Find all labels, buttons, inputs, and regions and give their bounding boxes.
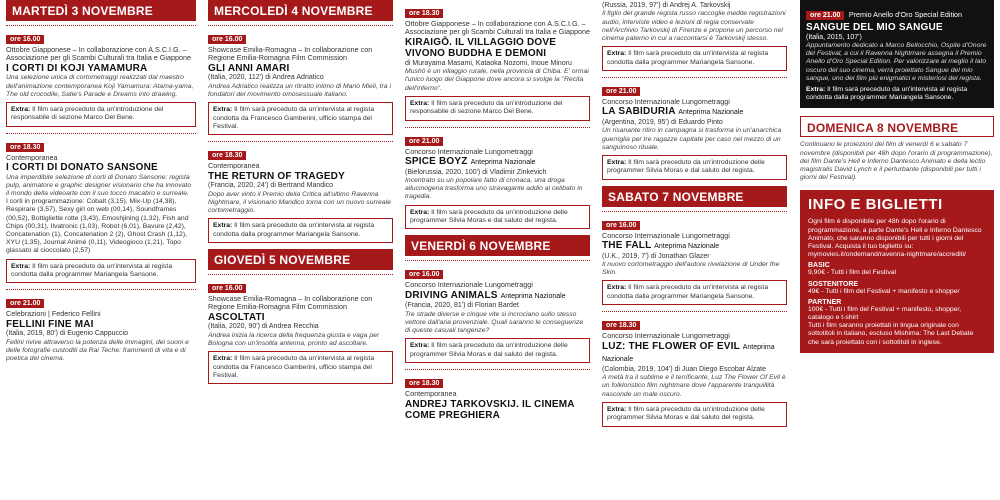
event-driving-animals [405,260,590,363]
event-extra [806,86,988,102]
extra-label: Extra: [607,158,627,166]
event-description: Una selezione unica di cortometraggi realizzati dal maestro dell'animazione contemporanea Koji Yamamura: Atama-yama, The old crocodile, Satie's Parade e Dreams into drawing. [6,74,194,98]
event-extra [405,205,590,230]
event-title-text: SPICE BOYZ [405,156,468,168]
event-the-fall [602,211,787,306]
event-spice-boyz [405,127,590,230]
event-title: ASCOLTATI [208,311,265,323]
event-extra [6,259,196,284]
event-title: SANGUE DEL MIO SANGUE [806,22,943,33]
event-description: A metà tra il sublime e il terrificante, Luz The Flower Of Evil è un folkloristico film nightmare dove l'apparente tranquillità nasconde un male oscuro. [602,374,786,398]
event-section: Celebrazioni | Federico Fellini [6,309,101,319]
event-section: Showcase Emilia-Romagna – In collaborazione con Regione Emilia-Romagna Film Commission [208,294,373,312]
event-title-suffix: Anteprima Nazionale [500,292,566,300]
event-tarkovskij-continued [602,0,787,71]
event-description: Un risanante ritiro in campagna si trasforma in un'anarchica guerriglia per tre ragazze capitate per caso nel mezzo di un sanguinoso rituale. [602,127,782,151]
event-meta: (Italia, 2015, 107') [806,33,862,41]
extra-text: Il film sarà preceduto da un'introduzione delle programmer Silvia Moras e dal saluto del regista. [607,158,765,175]
event-title [405,156,590,169]
event-title-text: LA SABIDURIA [602,106,676,118]
event-extra [602,280,787,305]
extra-text: Il film sarà preceduto da un'introduzione del responsabile di sezione Marco Del Bene. [410,99,563,116]
ticket-basic: 9,90€ - Tutti i film del Festival [808,269,897,277]
event-time: ore 16.00 [602,221,640,230]
event-description: Andrea inizia la ricerca della frequenza giusta e vaga per Bologna con un'insolita antenna, pronto ad ascoltare. [208,331,380,347]
event-section: Concorso Internazionale Lungometraggi [602,230,730,240]
event-extra [602,46,787,71]
extra-label: Extra: [607,50,627,58]
event-description: Fellini rivive attraverso la potenza delle immagini, dei suoni e delle fotografie custoditi da Rai Teche: frammenti di vita e di poetica del cinema. [6,338,189,363]
event-title: I CORTI DI DONATO SANSONE [6,162,158,174]
event-time: ore 21.00 [6,299,44,308]
event-meta: (Italia, 2020, 112') di Andrea Adriatico [208,74,324,82]
event-meta: (Italia, 2020, 90') di Andrea Recchia [208,323,319,331]
event-return-of-tragedy [208,141,393,243]
extra-text: Il film sarà preceduto da un'intervista al regista condotta dalla programmer Mariangela Sansone. [11,262,173,279]
event-title: I CORTI DI KOJI YAMAMURA [6,62,148,74]
extra-label: Extra: [806,85,826,93]
event-extra [208,218,393,243]
event-donato-sansone [6,133,196,284]
event-meta: (Bielorussia, 2020, 100') di Vladimir Zinkevich [405,168,547,176]
event-meta: (Russia, 2019, 97') di Andrej A. Tarkovskij [602,2,731,9]
event-title [602,240,787,253]
event-title [405,290,590,303]
event-title: FELLINI FINE MAI [6,318,94,330]
event-meta: (Colombia, 2019, 104') di Juan Diego Escobar Alzate [602,365,766,373]
event-section: Concorso Internazionale Lungometraggi [405,146,533,156]
extra-label: Extra: [410,342,430,350]
event-description: Il nuovo cortometraggio dell'autore rivelazione di Under the Skin. [602,261,780,277]
event-title-text: LUZ: THE FLOWER OF EVIL [602,340,740,352]
event-title-suffix: Anteprima Nazionale [602,343,775,364]
ticket-sostenitore: 49€ - Tutti i film del Festival + manifesto e shopper [808,287,960,295]
event-title: GLI ANNI AMARI [208,62,290,74]
event-description: Il figlio del grande regista russo raccoglie inedite registrazioni audio, interviste video e lezioni di regia conservate nell'Archivio Tarkovskij di Firenze e propone un percorso nel cinema paterno in cui a raccontarsi è Tarkovskij stesso. [602,10,786,43]
ticket-basic-label: BASIC [808,262,830,270]
info-footer: Tutti i film saranno proiettati in lingua originale con sottotitoli in italiano, escluso Mishima: The Last Debate che sarà proiettato con i sottotitoli in inglese. [808,322,974,346]
extra-text: Il film sarà preceduto da un'intervista al regista condotta da Francesco Gamberini, ufficio stampa del Festival. [213,106,375,130]
event-koji-yamamura [6,25,196,127]
event-description: Tre strade diverse e cinque vite si incrociano sullo stesso vettore dall'aria provenziale. Quali saranno le conseguenze di queste casuali tangenze? [405,310,584,335]
extra-text: Il film sarà preceduto da un'intervista al regista condotta dalla programmer Mariangela Sansone. [607,284,769,300]
ticket-partner: 100€ - Tutti i film del Festival + manifesto, shopper, catalogo e t-shirt [808,305,962,321]
event-meta: (U.K., 2019, 7') di Jonathan Glazer [602,252,710,260]
extra-text: Il film sarà preceduto da un'introduzione delle programmer Silvia Moras e dal saluto del regista. [410,342,568,358]
event-title: ANDREJ TARKOVSKIJ. IL CINEMA COME PREGHIERA [405,398,575,422]
event-meta: (Argentina, 2019, 95') di Eduardo Pinto [602,118,723,126]
event-extra [405,338,590,363]
event-description: Andrea Adriatico realizza un ritratto intimo di Mario Mieli, tra i fondatori del movimento omosessuale italiano. [208,82,391,98]
extra-label: Extra: [213,222,233,230]
event-section: Premio Anello d'Oro Special Edition [848,10,963,19]
extra-text: Il film sarà preceduto da un'intervista al regista condotta dalla programmer Mariangela Sansone. [213,222,375,238]
event-time: ore 18.30 [405,379,443,388]
event-title-suffix: Anteprima Nazionale [678,109,744,117]
ticket-partner-label: PARTNER [808,298,842,306]
event-fellini [6,289,196,363]
event-title [602,106,787,119]
event-time: ore 21.00 [602,87,640,96]
event-gli-anni-amari [208,25,393,135]
event-title: KIRAIGŌ. IL VILLAGGIO DOVE VIVONO BUDDHA E DEMONI [405,36,557,60]
event-extra [208,102,393,135]
day-header-saturday: SABATO 7 NOVEMBRE [602,186,787,207]
event-section: Concorso Internazionale Lungometraggi [405,280,533,290]
event-meta: di Murayama Masami, Kataoka Nozomi, Inoue Minoru [405,59,572,67]
event-time: ore 18.30 [6,143,44,152]
event-time: ore 21.00 [405,137,443,146]
sunday-description: Continuano le proiezioni dei film di venerdì 6 e sabato 7 novembre (disponibili per 48h dopo l'orario di programmazione), dei film Dante's Hell e Inferno Dantesco Animato e della lectio magistralis David Lynch e il perturbante (disponibili per tutti i giorni del Festival). [800,141,993,182]
event-time: ore 16.00 [208,35,246,44]
extra-text: Il film sarà preceduto da un'introduzione delle programmer Silvia Moras e dal saluto del regista. [607,405,765,422]
event-section: Contemporanea [208,161,260,171]
column-2 [208,0,393,500]
event-section: Contemporanea [6,152,58,162]
event-meta: (Francia, 2020, 24') di Bertrand Mandico [208,182,334,190]
ticket-sostenitore-label: SOSTENITORE [808,280,859,288]
event-title-suffix: Anteprima Nazionale [470,159,536,167]
event-title-text: DRIVING ANIMALS [405,289,498,301]
extra-text: Il film sarà preceduto da un'intervista al regista condotta dalla programmer Mariangela Sansone. [607,50,769,66]
extra-label: Extra: [213,355,233,363]
day-header-friday: VENERDÌ 6 NOVEMBRE [405,235,590,256]
column-5 [800,0,994,500]
extra-text: Il film sarà preceduto da un'intervista al regista condotta dalla programmer Mariangela Sansone. [806,85,968,102]
event-luz [602,311,787,426]
event-time: ore 18.30 [208,151,246,160]
special-event-block [800,0,994,108]
event-time: ore 21.00 [806,11,844,20]
event-time: ore 16.00 [405,270,443,279]
event-section: Concorso Internazionale Lungometraggi [602,97,730,107]
day-header-wednesday: MERCOLEDÌ 4 NOVEMBRE [208,0,393,21]
extra-text: Il film sarà preceduto da un'introduzione delle programmer Silvia Moras e dal saluto del regista. [410,208,568,224]
event-section: Concorso Internazionale Lungometraggi [602,331,730,341]
column-1 [6,0,196,500]
extra-text: Il film sarà preceduto da un'intervista al regista condotta da Francesco Gamberini, ufficio stampa del Festival. [213,355,375,380]
event-la-sabiduria [602,77,787,180]
event-kiraigo [405,0,590,121]
event-extra [405,96,590,121]
extra-label: Extra: [213,106,233,114]
event-extra [602,402,787,427]
event-meta: (Francia, 2020, 81') di Florian Bardet [405,302,519,310]
event-extra [208,351,393,384]
extra-label: Extra: [607,405,627,413]
event-extra [602,155,787,180]
info-heading: INFO E BIGLIETTI [808,196,943,214]
info-tickets-block [800,190,994,352]
event-extra [6,102,196,127]
event-ascoltati [208,274,393,384]
column-3 [405,0,590,500]
event-description: Mushō è un villaggio rurale, nella provincia di Chiba. E' ormai l'unico luogo del Giappone dove ancora si svolge la "Recita dell'inferno". [405,68,589,92]
event-time: ore 16.00 [6,35,44,44]
event-section: Showcase Emilia-Romagna – In collaborazione con Regione Emilia-Romagna Film Commission [208,45,373,63]
day-header-sunday: DOMENICA 8 NOVEMBRE [800,116,994,137]
event-description: Incentrato su un popolare fatto di cronaca, una droga allucinogena trasforma uno stravagante addio al celibato in tragedia. [405,176,583,201]
extra-label: Extra: [11,262,31,270]
event-description: Dopo aver vinto il Premio della Critica all'ultimo Ravenna Nightmare, il visionario Mandico torna con un nuovo surreale cortometraggio. [208,190,391,215]
event-section: Ottobre Giapponese – In collaborazione con A.S.C.I.G. – Associazione per gli Scambi Culturali tra Italia e Giappone [6,45,191,63]
day-header-tuesday: MARTEDÌ 3 NOVEMBRE [6,0,196,21]
event-meta: (Italia, 2019, 80') di Eugenio Cappuccio [6,330,128,338]
column-4 [602,0,787,500]
event-title [602,341,787,366]
event-program-list: I corti in programmazione: Cobalt (3,15), Mix-Up (14,38), Respirare (3,57), Sexy girl on web (00,14), Soundframes (00,52), Bottigliette rotte (3,43), Emoshjining (1,32), Fish and Chips (00,31), Ilvatronic (1,03), Robot (6,01), Bavure (2,42), Concatenation (1), Concatenation 2 (2), Ghost Crash (1,12), XYU (1,35), Journal Animé (0,11), Videogioco (1,21), Topo glassato al cioccolato (2,57) [6,198,189,255]
event-description: Appuntamento dedicato a Marco Bellocchio, Ospite d'Onore del Festival, a cui il Ravenna Nightmare assegna il Premio Anello d'Oro Special Edition. Per valorizzare al meglio il lato oscuro del suo cinema, verrà proiettato Sangue del mio sangue, uno dei film più enigmatici e misteriosi del regista. [806,41,987,82]
event-title: THE RETURN OF TRAGEDY [208,170,345,182]
extra-label: Extra: [11,105,31,113]
event-title-text: THE FALL [602,240,652,252]
event-time: ore 18.30 [602,321,640,330]
info-intro: Ogni film è disponibile per 48h dopo l'orario di programmazione, a parte Dante's Hell e Inferno Dantesco Animato, che saranno disponibili per tutti i giorni del Festival. Acquista il tuo biglietto su: mymovies.it/ondemand/ravenna-nightmare/accrediti/ [808,218,982,259]
event-section: Contemporanea [405,389,457,399]
event-time: ore 16.00 [208,284,246,293]
event-time: ore 18.30 [405,9,443,18]
event-title-suffix: Anteprima Nazionale [654,243,720,251]
extra-label: Extra: [410,208,430,216]
event-section: Ottobre Giapponese – In collaborazione con A.S.C.I.G. – Associazione per gli Scambi Culturali tra Italia e Giappone [405,19,590,37]
day-header-thursday: GIOVEDÌ 5 NOVEMBRE [208,249,393,270]
extra-label: Extra: [410,99,430,107]
event-description: Una imperdibile selezione di corti di Donato Sansone: regista pulp, animatore e graphic designer visionario che ha innovato il mondo della videoarte con il suo tocco macabro e surreale. [6,173,192,198]
extra-label: Extra: [607,284,627,292]
event-tarkovskij [405,369,590,421]
extra-text: Il film sarà preceduto da un'introduzione del responsabile di sezione Marco Del Bene. [11,105,164,122]
